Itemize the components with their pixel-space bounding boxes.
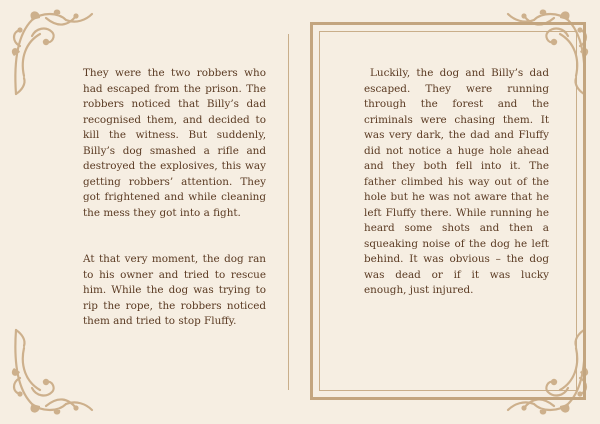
left-page-rule — [288, 34, 289, 390]
corner-ornament-bottom-left-left-page — [6, 326, 98, 418]
flourish-corner-icon — [6, 326, 98, 418]
right-page-paragraph-1: Luckily, the dog and Billy’s dad escaped. They were running through the forest and the criminals were chasing them. It was very dark, the dad and Fluffy did not notice a huge hole ahead and they both fell into it. The father climbed his way out of the hole but he was not aware that he left Fluffy there. While running he heard some shots and then a squeaking noise of the dog he left behind. It was obvious – the dog was dead or if it was lucky enough, just injured. — [364, 67, 549, 296]
left-page-paragraph-2: At that very moment, the dog ran to his owner and tried to rescue him. While the dog was trying to rip the rope, the robbers noticed them and tried to stop Fluffy. — [83, 253, 266, 327]
left-page-paragraph-1: They were the two robbers who had escaped from the prison. The robbers noticed that Billy’s dad recognised them, and decided to kill the witness. But suddenly, Billy’s dog smashed a rifle and destroyed the explosives, this way getting robbers’ attention. They got frightened and while cleaning the mess they got into a fight. — [83, 67, 266, 219]
